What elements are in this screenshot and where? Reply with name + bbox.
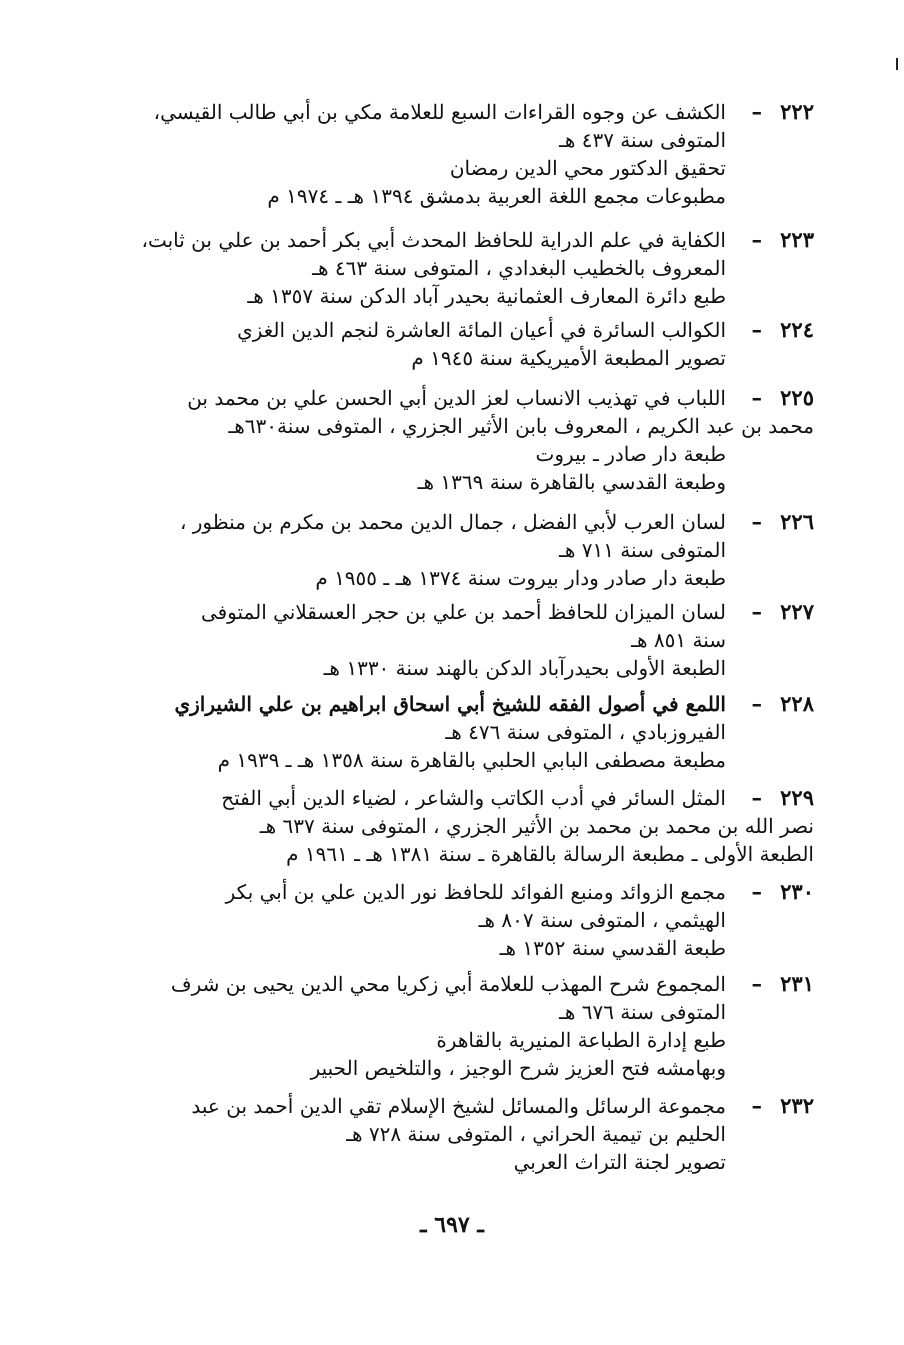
entry-dash: – [751, 509, 762, 534]
entry-line: محمد بن عبد الكريم ، المعروف بابن الأثير الجزري ، المتوفى سنة٦٣٠هـ [228, 414, 814, 438]
entry-line: طبع إدارة الطباعة المنيرية بالقاهرة [436, 1028, 726, 1052]
entry-number: ٢٢٨ [780, 691, 814, 716]
entry-line: طبع دائرة المعارف العثمانية بحيدر آباد الدكن سنة ١٣٥٧ هـ [247, 284, 726, 308]
entry-line: الحليم بن تيمية الحراني ، المتوفى سنة ٧٢٨ هـ [346, 1122, 726, 1146]
entry-number: ٢٢٧ [780, 599, 814, 624]
entry-number: ٢٢٢ [780, 99, 814, 124]
entry-title-line: لسان الميزان للحافظ أحمد بن علي بن حجر العسقلاني المتوفى [200, 600, 726, 624]
entry-number: ٢٢٩ [780, 785, 814, 810]
entry-line: مطبعة مصطفى البابي الحلبي بالقاهرة سنة ١٣٥٨ هـ ـ ١٩٣٩ م [217, 748, 726, 772]
entry-line: الطبعة الأولى بحيدرآباد الدكن بالهند سنة ١٣٣٠ هـ [323, 656, 726, 680]
entry-dash: – [751, 971, 762, 996]
entry-title-line: الكوالب السائرة في أعيان المائة العاشرة لنجم الدين الغزي [237, 318, 726, 342]
entry-line: الطبعة الأولى ـ مطبعة الرسالة بالقاهرة ـ سنة ١٣٨١ هـ ـ ١٩٦١ م [286, 842, 814, 866]
entry-line: المتوفى سنة ٦٧٦ هـ [558, 1000, 726, 1024]
entry-title-line: مجموعة الرسائل والمسائل لشيخ الإسلام تقي الدين أحمد بن عبد [191, 1094, 726, 1118]
entry-dash: – [751, 879, 762, 904]
entry-line: تصوير لجنة التراث العربي [513, 1150, 726, 1174]
entry-dash: – [751, 227, 762, 252]
entry-number: ٢٣١ [780, 971, 814, 996]
entry-title-line: مجمع الزوائد ومنبع الفوائد للحافظ نور الدين علي بن أبي بكر [225, 880, 726, 904]
bibliography-entry [124, 784, 814, 868]
bibliography-entry [124, 384, 814, 496]
entry-number: ٢٢٣ [780, 227, 814, 252]
entry-line: تصوير المطبعة الأميريكية سنة ١٩٤٥ م [411, 346, 726, 370]
entry-dash: – [751, 385, 762, 410]
bibliography-entry [124, 970, 814, 1082]
bibliography-entry [124, 1092, 814, 1176]
entry-title-line: المثل السائر في أدب الكاتب والشاعر ، لضياء الدين أبي الفتح [221, 786, 726, 810]
entry-line: طبعة القدسي سنة ١٣٥٢ هـ [499, 936, 726, 960]
entry-dash: – [751, 785, 762, 810]
bibliography-entry [124, 316, 814, 372]
entry-number: ٢٢٦ [780, 509, 814, 534]
entry-title-line: الكشف عن وجوه القراءات السبع للعلامة مكي بن أبي طالب القيسي، [153, 100, 726, 124]
page-edge-mark [896, 58, 898, 70]
bibliography-entry [124, 690, 814, 774]
entry-number: ٢٢٤ [780, 317, 814, 342]
entry-line: المعروف بالخطيب البغدادي ، المتوفى سنة ٤٦٣ هـ [312, 256, 726, 280]
entry-title-line: لسان العرب لأبي الفضل ، جمال الدين محمد بن مكرم بن منظور ، [179, 510, 726, 534]
entry-line: المتوفى سنة ٤٣٧ هـ [558, 128, 726, 152]
entry-line: الفيروزبادي ، المتوفى سنة ٤٧٦ هـ [445, 720, 726, 744]
bibliography-entry [124, 98, 814, 210]
bibliography-entry [124, 508, 814, 592]
entry-dash: – [751, 691, 762, 716]
entry-line: وطبعة القدسي بالقاهرة سنة ١٣٦٩ هـ [417, 470, 726, 494]
entry-line: تحقيق الدكتور محي الدين رمضان [449, 156, 726, 180]
page-number: ـ ٦٩٧ ـ [420, 1212, 484, 1238]
entry-dash: – [751, 1093, 762, 1118]
entry-dash: – [751, 99, 762, 124]
entry-title-line: اللمع في أصول الفقه للشيخ أبي اسحاق ابراهيم بن علي الشيرازي [174, 692, 726, 716]
entry-title-line: اللباب في تهذيب الانساب لعز الدين أبي الحسن علي بن محمد بن [187, 386, 726, 410]
entry-dash: – [751, 599, 762, 624]
entry-line: سنة ٨٥١ هـ [631, 628, 726, 652]
entry-number: ٢٢٥ [780, 385, 814, 410]
entry-line: طبعة دار صادر ودار بيروت سنة ١٣٧٤ هـ ـ ١٩٥٥ م [315, 566, 726, 590]
entry-line: وبهامشه فتح العزيز شرح الوجيز ، والتلخيص الحبير [310, 1056, 726, 1080]
bibliography-entry [124, 598, 814, 682]
entry-number: ٢٣٢ [780, 1093, 814, 1118]
entry-line: نصر الله بن محمد بن محمد بن الأثير الجزري ، المتوفى سنة ٦٣٧ هـ [259, 814, 814, 838]
entry-line: طبعة دار صادر ـ بيروت [535, 442, 726, 466]
entry-title-line: الكفاية في علم الدراية للحافظ المحدث أبي بكر أحمد بن علي بن ثابت، [141, 228, 726, 252]
bibliography-entry [124, 226, 814, 310]
entry-dash: – [751, 317, 762, 342]
entry-line: المتوفى سنة ٧١١ هـ [558, 538, 726, 562]
entry-line: الهيثمي ، المتوفى سنة ٨٠٧ هـ [478, 908, 726, 932]
entry-number: ٢٣٠ [780, 879, 814, 904]
bibliography-entry [124, 878, 814, 962]
entry-line: مطبوعات مجمع اللغة العربية بدمشق ١٣٩٤ هـ ـ ١٩٧٤ م [267, 184, 726, 208]
entry-title-line: المجموع شرح المهذب للعلامة أبي زكريا محي الدين يحيى بن شرف [170, 972, 726, 996]
